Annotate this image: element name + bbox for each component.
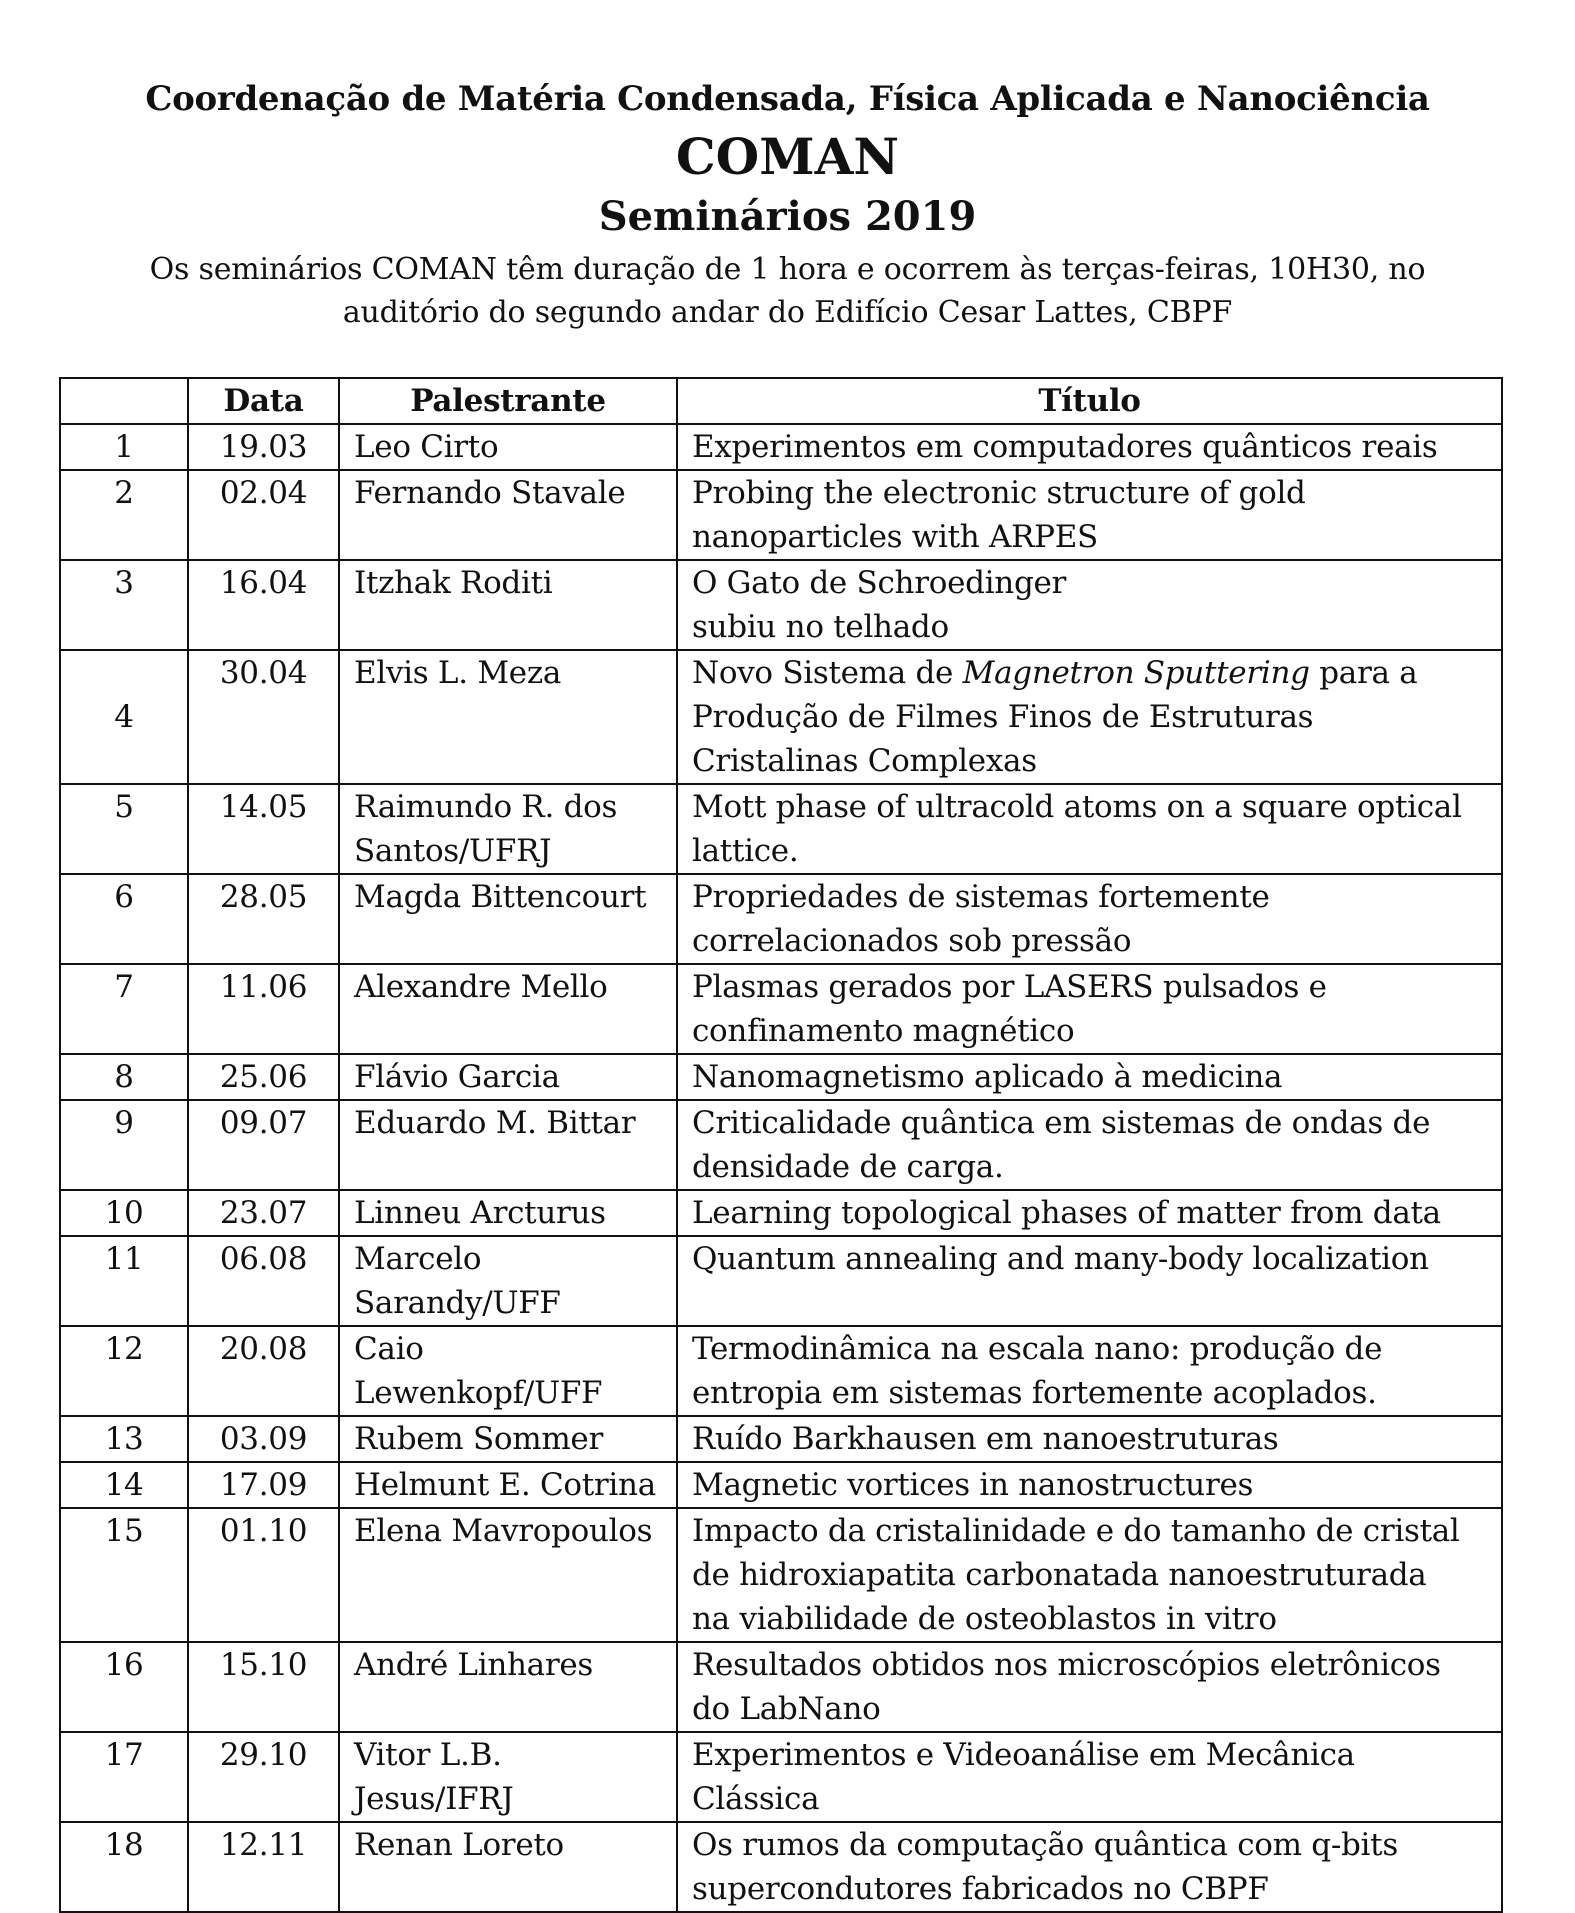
title-line: confinamento magnético bbox=[692, 1013, 1075, 1049]
seminar-number: 3 bbox=[60, 560, 188, 650]
seminar-speaker bbox=[339, 784, 677, 874]
seminar-date: 12.11 bbox=[188, 1822, 339, 1912]
intro-line-2: auditório do segundo andar do Edifício Cesar Lattes, CBPF bbox=[342, 295, 1233, 330]
speaker-line: Marcelo bbox=[354, 1241, 482, 1277]
speaker-line: Lewenkopf/UFF bbox=[354, 1375, 603, 1411]
title-line: densidade de carga. bbox=[692, 1149, 1004, 1185]
seminar-speaker bbox=[339, 650, 677, 784]
seminar-speaker bbox=[339, 470, 677, 560]
table-row bbox=[60, 1416, 1502, 1462]
title-italic-term: Magnetron Sputtering bbox=[962, 655, 1310, 691]
seminar-title bbox=[677, 1054, 1502, 1100]
table-row bbox=[60, 1326, 1502, 1416]
seminar-date: 17.09 bbox=[188, 1462, 339, 1508]
speaker-line: André Linhares bbox=[354, 1647, 594, 1683]
seminar-speaker bbox=[339, 1462, 677, 1508]
seminar-speaker bbox=[339, 1732, 677, 1822]
speaker-line: Elena Mavropoulos bbox=[354, 1513, 653, 1549]
speaker-line: Jesus/IFRJ bbox=[354, 1781, 514, 1817]
title-line: Experimentos em computadores quânticos reais bbox=[692, 429, 1438, 465]
title-line: entropia em sistemas fortemente acoplados. bbox=[692, 1375, 1377, 1411]
seminar-date: 15.10 bbox=[188, 1642, 339, 1732]
column-header-number bbox=[60, 378, 188, 424]
title-line: Magnetic vortices in nanostructures bbox=[692, 1467, 1254, 1503]
title-line: Ruído Barkhausen em nanoestruturas bbox=[692, 1421, 1279, 1457]
title-line: Plasmas gerados por LASERS pulsados e bbox=[692, 969, 1327, 1005]
title-line: Quantum annealing and many-body localization bbox=[692, 1241, 1429, 1277]
speaker-line: Rubem Sommer bbox=[354, 1421, 604, 1457]
title-line: Nanomagnetismo aplicado à medicina bbox=[692, 1059, 1283, 1095]
seminar-date: 28.05 bbox=[188, 874, 339, 964]
speaker-line: Renan Loreto bbox=[354, 1827, 564, 1863]
seminar-title bbox=[677, 1732, 1502, 1822]
seminar-date: 25.06 bbox=[188, 1054, 339, 1100]
seminar-number: 9 bbox=[60, 1100, 188, 1190]
title-line: Experimentos e Videoanálise em Mecânica bbox=[692, 1737, 1355, 1773]
seminar-speaker bbox=[339, 1100, 677, 1190]
table-row bbox=[60, 470, 1502, 560]
speaker-line: Raimundo R. dos bbox=[354, 789, 618, 825]
document-subtitle: Seminários 2019 bbox=[598, 193, 977, 240]
seminar-date: 03.09 bbox=[188, 1416, 339, 1462]
table-row bbox=[60, 1236, 1502, 1326]
seminar-date: 20.08 bbox=[188, 1326, 339, 1416]
seminar-date: 02.04 bbox=[188, 470, 339, 560]
speaker-line: Eduardo M. Bittar bbox=[354, 1105, 636, 1141]
seminar-number: 10 bbox=[60, 1190, 188, 1236]
table-row bbox=[60, 964, 1502, 1054]
table-row bbox=[60, 1822, 1502, 1912]
table-row bbox=[60, 1642, 1502, 1732]
seminar-title bbox=[677, 1822, 1502, 1912]
title-line: Probing the electronic structure of gold bbox=[692, 475, 1306, 511]
intro-text bbox=[108, 248, 1468, 334]
seminar-date: 30.04 bbox=[188, 650, 339, 784]
column-header-date: Data bbox=[188, 378, 339, 424]
title-line: supercondutores fabricados no CBPF bbox=[692, 1871, 1269, 1907]
seminar-number: 14 bbox=[60, 1462, 188, 1508]
title-line: Os rumos da computação quântica com q-bits bbox=[692, 1827, 1398, 1863]
title-line: O Gato de Schroedinger bbox=[692, 565, 1067, 601]
seminar-number: 7 bbox=[60, 964, 188, 1054]
seminar-number: 1 bbox=[60, 424, 188, 470]
seminar-number: 6 bbox=[60, 874, 188, 964]
title-line: Termodinâmica na escala nano: produção de bbox=[692, 1331, 1383, 1367]
document-header bbox=[0, 70, 1575, 334]
seminar-number: 11 bbox=[60, 1236, 188, 1326]
seminar-title bbox=[677, 1508, 1502, 1642]
title-line: nanoparticles with ARPES bbox=[692, 519, 1098, 555]
seminar-speaker bbox=[339, 1190, 677, 1236]
title-line: lattice. bbox=[692, 833, 799, 869]
title-suffix: para a bbox=[1309, 655, 1418, 691]
speaker-line: Vitor L.B. bbox=[354, 1737, 502, 1773]
seminar-speaker bbox=[339, 874, 677, 964]
speaker-line: Elvis L. Meza bbox=[354, 655, 562, 691]
table-body bbox=[60, 424, 1502, 1912]
title-line: Criticalidade quântica em sistemas de ondas de bbox=[692, 1105, 1431, 1141]
seminar-title bbox=[677, 874, 1502, 964]
seminar-speaker bbox=[339, 424, 677, 470]
table-row bbox=[60, 560, 1502, 650]
seminar-title bbox=[677, 1236, 1502, 1326]
table-row bbox=[60, 1462, 1502, 1508]
speaker-line: Magda Bittencourt bbox=[354, 879, 647, 915]
seminar-date: 01.10 bbox=[188, 1508, 339, 1642]
seminar-title bbox=[677, 1190, 1502, 1236]
table-row bbox=[60, 784, 1502, 874]
seminar-speaker bbox=[339, 1642, 677, 1732]
speaker-line: Linneu Arcturus bbox=[354, 1195, 606, 1231]
seminar-title bbox=[677, 784, 1502, 874]
title-line: Cristalinas Complexas bbox=[692, 743, 1037, 779]
seminar-title bbox=[677, 650, 1502, 784]
speaker-line: Flávio Garcia bbox=[354, 1059, 560, 1095]
speaker-line: Itzhak Roditi bbox=[354, 565, 553, 601]
table-row bbox=[60, 874, 1502, 964]
seminar-number: 18 bbox=[60, 1822, 188, 1912]
seminar-number: 8 bbox=[60, 1054, 188, 1100]
seminar-number: 13 bbox=[60, 1416, 188, 1462]
seminar-speaker bbox=[339, 1508, 677, 1642]
title-line: de hidroxiapatita carbonatada nanoestruturada bbox=[692, 1557, 1427, 1593]
seminar-number: 17 bbox=[60, 1732, 188, 1822]
title-line: na viabilidade de osteoblastos in vitro bbox=[692, 1601, 1277, 1637]
speaker-line: Alexandre Mello bbox=[354, 969, 608, 1005]
table-row bbox=[60, 1054, 1502, 1100]
title-prefix: Novo Sistema de bbox=[692, 655, 963, 691]
title-line: Clássica bbox=[692, 1781, 820, 1817]
table-row bbox=[60, 1100, 1502, 1190]
column-header-speaker: Palestrante bbox=[339, 378, 677, 424]
seminar-speaker bbox=[339, 1054, 677, 1100]
seminar-title bbox=[677, 1462, 1502, 1508]
title-line: Learning topological phases of matter from data bbox=[692, 1195, 1441, 1231]
title-line: Mott phase of ultracold atoms on a square optical bbox=[692, 789, 1462, 825]
seminar-title bbox=[677, 1100, 1502, 1190]
seminar-speaker bbox=[339, 1236, 677, 1326]
seminar-title bbox=[677, 424, 1502, 470]
seminar-schedule-table bbox=[59, 377, 1503, 1913]
table-row bbox=[60, 650, 1502, 784]
seminar-title bbox=[677, 1326, 1502, 1416]
seminar-date: 11.06 bbox=[188, 964, 339, 1054]
seminar-date: 06.08 bbox=[188, 1236, 339, 1326]
organization-title: Coordenação de Matéria Condensada, Física Aplicada e Nanociência bbox=[145, 79, 1430, 119]
table-row bbox=[60, 1508, 1502, 1642]
seminar-number: 4 bbox=[60, 650, 188, 784]
speaker-line: Leo Cirto bbox=[354, 429, 499, 465]
title-line: Impacto da cristalinidade e do tamanho de cristal bbox=[692, 1513, 1460, 1549]
seminar-date: 14.05 bbox=[188, 784, 339, 874]
title-line: correlacionados sob pressão bbox=[692, 923, 1132, 959]
seminar-title bbox=[677, 1642, 1502, 1732]
speaker-line: Sarandy/UFF bbox=[354, 1285, 561, 1321]
speaker-line: Caio bbox=[354, 1331, 424, 1367]
intro-line-1: Os seminários COMAN têm duração de 1 hora e ocorrem às terças-feiras, 10H30, no bbox=[149, 252, 1426, 287]
seminar-number: 2 bbox=[60, 470, 188, 560]
seminar-date: 09.07 bbox=[188, 1100, 339, 1190]
table-row bbox=[60, 1732, 1502, 1822]
seminar-number: 16 bbox=[60, 1642, 188, 1732]
seminar-date: 16.04 bbox=[188, 560, 339, 650]
column-header-title: Título bbox=[677, 378, 1502, 424]
seminar-speaker bbox=[339, 1326, 677, 1416]
seminar-speaker bbox=[339, 1822, 677, 1912]
seminar-speaker bbox=[339, 964, 677, 1054]
seminar-number: 15 bbox=[60, 1508, 188, 1642]
table-row bbox=[60, 1190, 1502, 1236]
table-header-row bbox=[60, 378, 1502, 424]
seminar-title bbox=[677, 1416, 1502, 1462]
title-line: Resultados obtidos nos microscópios eletrônicos bbox=[692, 1647, 1441, 1683]
title-line: do LabNano bbox=[692, 1691, 881, 1727]
title-line bbox=[692, 651, 1487, 695]
seminar-date: 23.07 bbox=[188, 1190, 339, 1236]
title-line: subiu no telhado bbox=[692, 609, 949, 645]
seminar-title bbox=[677, 560, 1502, 650]
seminar-speaker bbox=[339, 1416, 677, 1462]
organization-acronym: COMAN bbox=[675, 127, 900, 186]
seminar-number: 5 bbox=[60, 784, 188, 874]
speaker-line: Helmunt E. Cotrina bbox=[354, 1467, 656, 1503]
speaker-line: Fernando Stavale bbox=[354, 475, 626, 511]
title-line: Produção de Filmes Finos de Estruturas bbox=[692, 699, 1314, 735]
speaker-line: Santos/UFRJ bbox=[354, 833, 552, 869]
seminar-title bbox=[677, 470, 1502, 560]
seminar-speaker bbox=[339, 560, 677, 650]
seminar-date: 29.10 bbox=[188, 1732, 339, 1822]
seminar-title bbox=[677, 964, 1502, 1054]
title-line: Propriedades de sistemas fortemente bbox=[692, 879, 1270, 915]
table-row bbox=[60, 424, 1502, 470]
seminar-date: 19.03 bbox=[188, 424, 339, 470]
seminar-number: 12 bbox=[60, 1326, 188, 1416]
